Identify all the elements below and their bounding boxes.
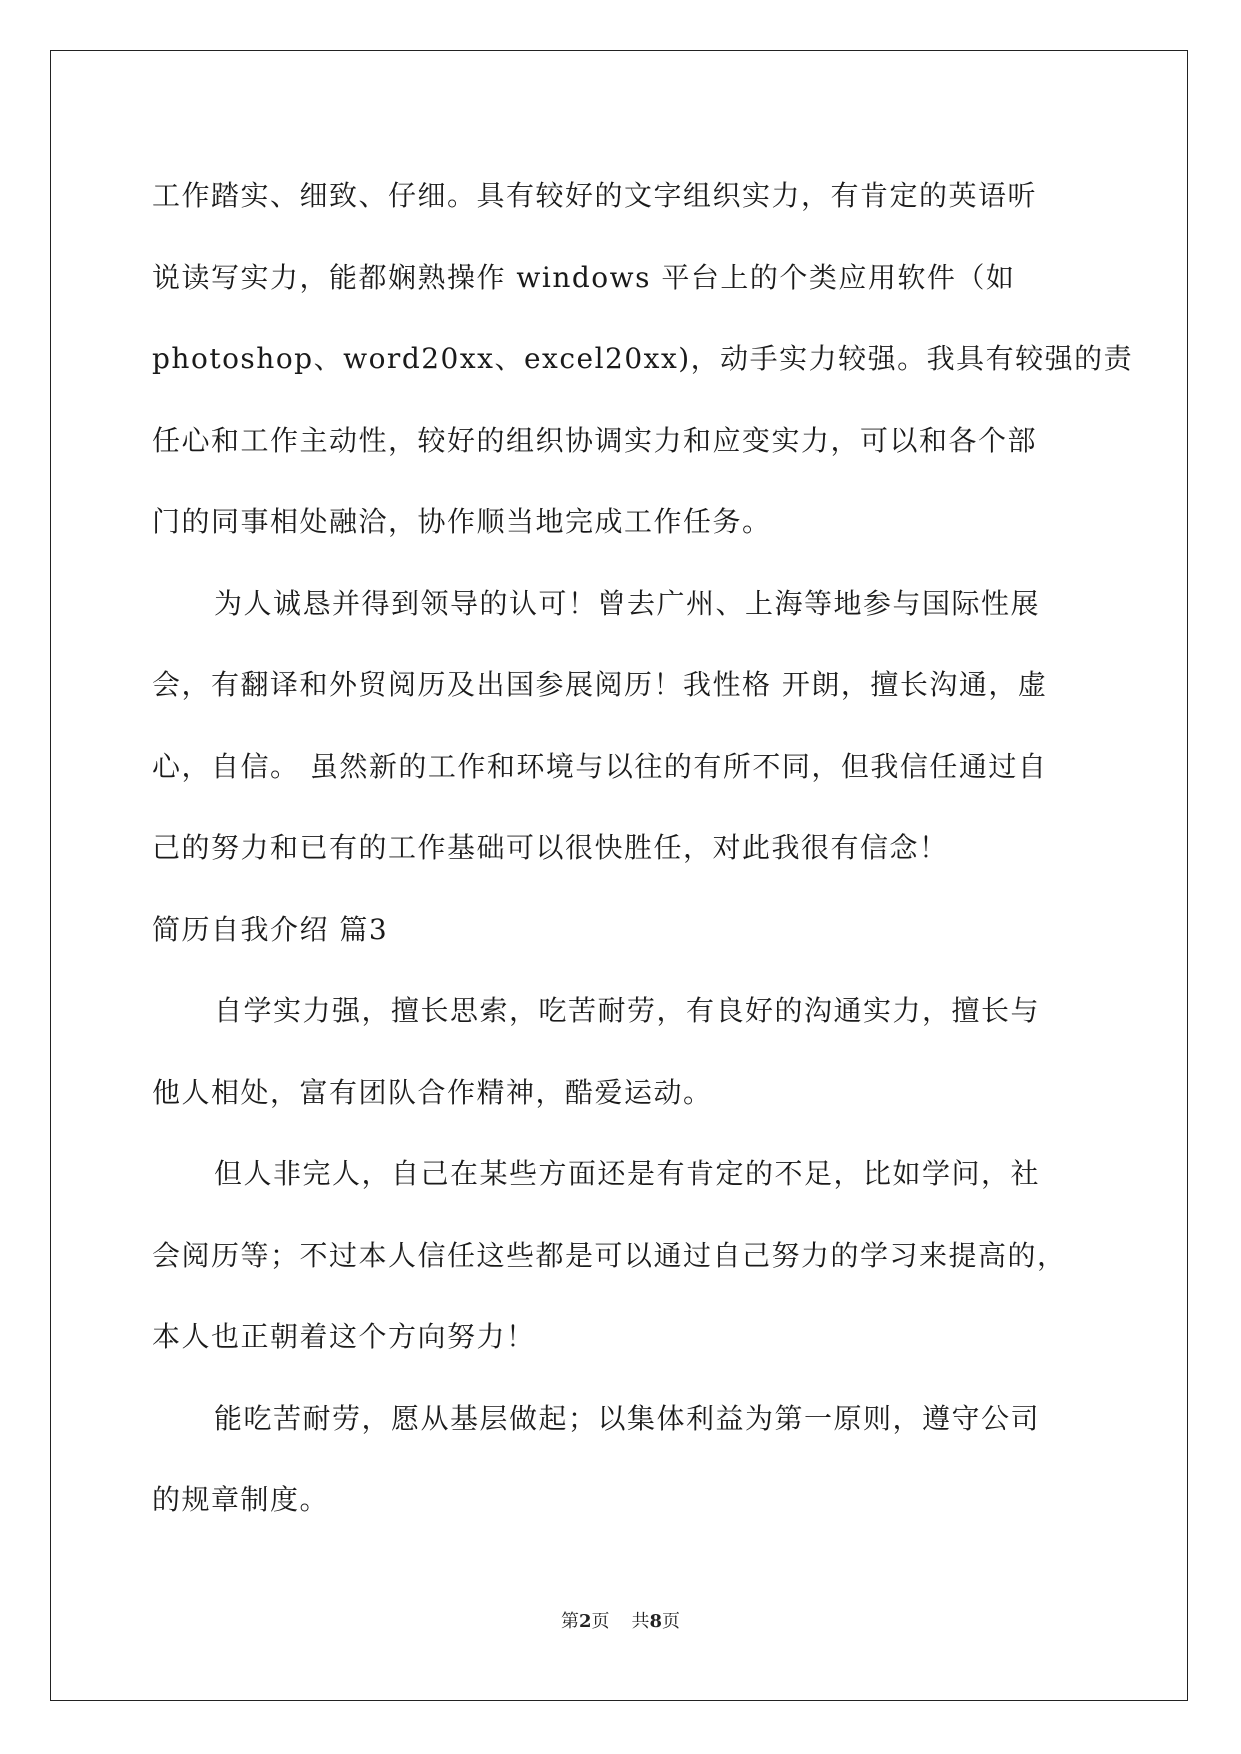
text-line-11: 自学实力强，擅长思索，吃苦耐劳，有良好的沟通实力，擅长与 — [214, 994, 1041, 1027]
total-page-number: 8 — [649, 1611, 663, 1632]
page-suffix: 页 — [591, 1611, 610, 1632]
text-line-6: 为人诚恳并得到领导的认可！曾去广州、上海等地参与国际性展 — [214, 586, 1041, 620]
text-line-17: 的规章制度。 — [152, 1483, 330, 1516]
page-footer — [0, 1607, 1241, 1633]
document-body — [152, 155, 1134, 1541]
text-line-3: photoshop、word20xx、excel20xx)，动手实力较强。我具有较强的责 — [152, 342, 1134, 375]
section-heading: 简历自我介绍 篇3 — [152, 912, 389, 946]
text-line-12: 他人相处，富有团队合作精神，酷爱运动。 — [152, 1075, 713, 1109]
text-line-7: 会，有翻译和外贸阅历及出国参展阅历！我性格 开朗，擅长沟通，虚 — [152, 668, 1048, 701]
text-line-13: 但人非完人，自己在某些方面还是有肯定的不足，比如学问，社 — [214, 1157, 1041, 1190]
current-page-number: 2 — [578, 1611, 592, 1632]
text-line-15: 本人也正朝着这个方向努力！ — [152, 1320, 536, 1353]
total-suffix: 页 — [662, 1611, 681, 1632]
text-line-4: 任心和工作主动性，较好的组织协调实力和应变实力，可以和各个部 — [152, 423, 1038, 457]
text-line-1: 工作踏实、细致、仔细。具有较好的文字组织实力，有肯定的英语听 — [152, 179, 1038, 212]
text-line-9: 己的努力和已有的工作基础可以很快胜任，对此我很有信念！ — [152, 831, 949, 864]
total-prefix: 共 — [631, 1611, 650, 1632]
text-line-5: 门的同事相处融洽，协作顺当地完成工作任务。 — [152, 505, 772, 538]
page-prefix: 第 — [560, 1611, 579, 1632]
text-line-16: 能吃苦耐劳，愿从基层做起；以集体利益为第一原则，遵守公司 — [214, 1401, 1041, 1435]
text-line-2: 说读写实力，能都娴熟操作 windows 平台上的个类应用软件（如 — [152, 260, 1016, 294]
text-line-8: 心，自信。 虽然新的工作和环境与以往的有所不同，但我信任通过自 — [152, 749, 1048, 783]
text-line-14: 会阅历等；不过本人信任这些都是可以通过自己努力的学习来提高的， — [152, 1238, 1067, 1272]
